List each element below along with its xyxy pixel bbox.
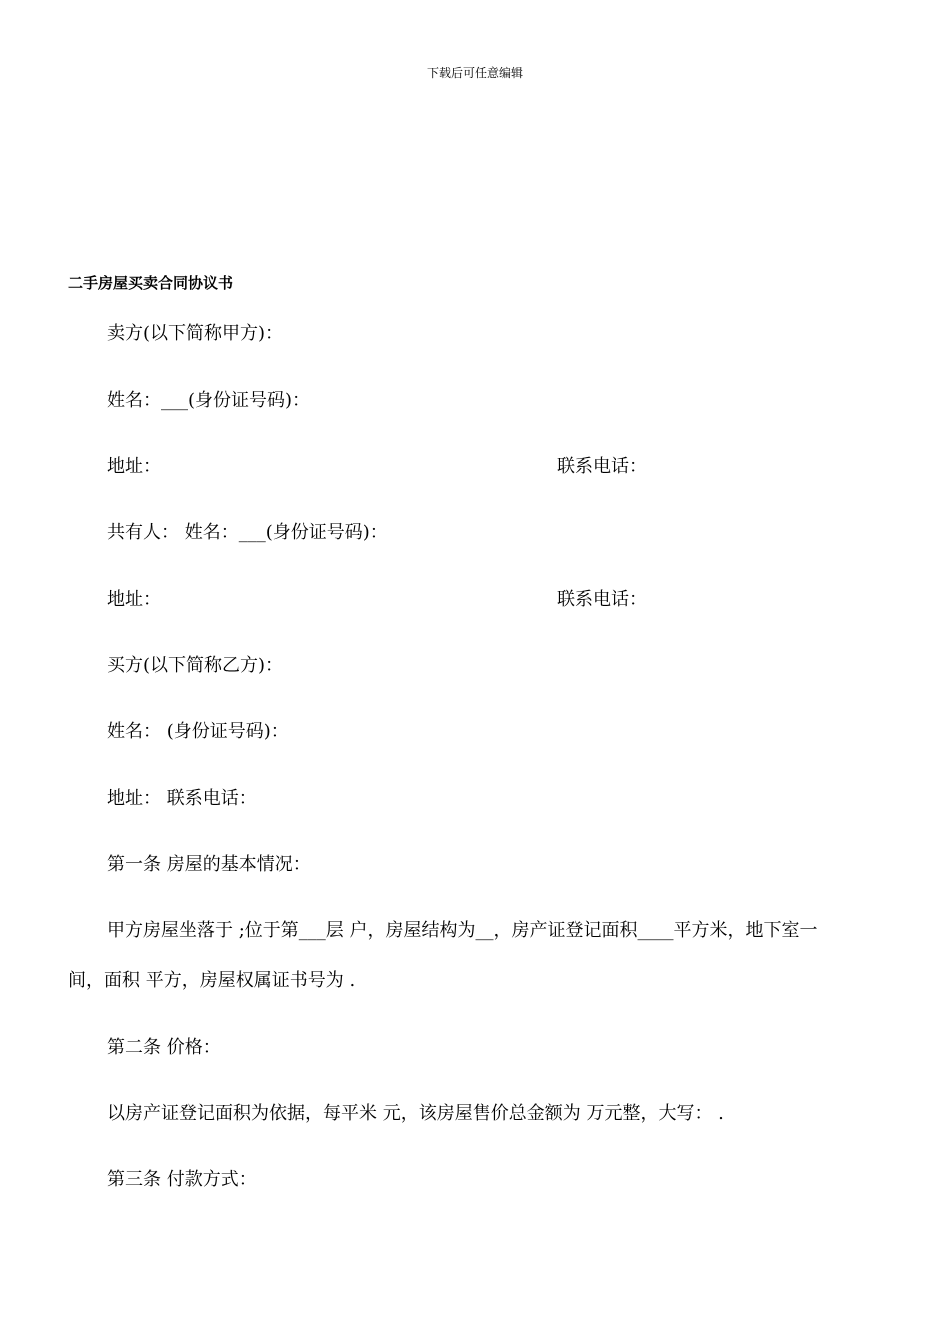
co-owner-name-line: 共有人： 姓名：___(身份证号码)： [107,522,388,543]
document-title: 二手房屋买卖合同协议书 [68,274,234,292]
article1-body-line2: 间，面积 平方，房屋权属证书号为 . [68,970,356,991]
buyer-name-line: 姓名： (身份证号码)： [107,721,289,742]
header-note: 下载后可任意编辑 [426,66,523,80]
article2-body: 以房产证登记面积为依据，每平米 元，该房屋售价总金额为 万元整，大写： . [107,1103,724,1124]
buyer-address-phone-line: 地址： 联系电话： [107,788,257,809]
article2-heading: 第二条 价格： [107,1037,221,1058]
article3-heading: 第三条 付款方式： [107,1169,257,1190]
seller-phone-label: 联系电话： [557,456,647,477]
buyer-heading: 买方(以下简称乙方)： [107,655,284,676]
seller-address-label: 地址： [107,456,161,477]
article1-heading: 第一条 房屋的基本情况： [107,854,311,875]
co-owner-address-label: 地址： [107,589,161,610]
co-owner-phone-label: 联系电话： [557,589,647,610]
article1-body-line1: 甲方房屋坐落于 ;位于第___层 户，房屋结构为__，房产证登记面积____平方米，地下室一 [107,920,818,941]
seller-heading: 卖方(以下简称甲方)： [107,323,284,344]
seller-name-line: 姓名：___(身份证号码)： [107,390,311,411]
